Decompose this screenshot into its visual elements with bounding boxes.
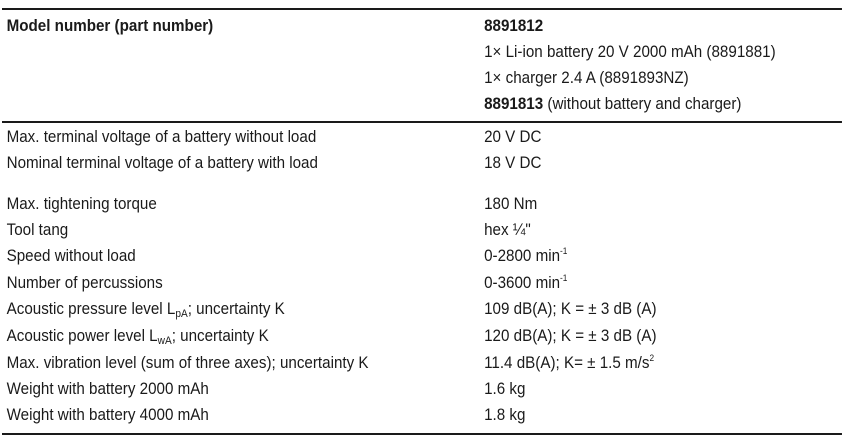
row-label: Max. vibration level (sum of three axes); uncertainty K <box>6 354 369 372</box>
row-label: Acoustic pressure level L <box>6 300 176 318</box>
superscript: -1 <box>560 273 568 283</box>
row-value: 11.4 dB(A); K= ± 1.5 m/s <box>484 354 650 372</box>
row-value: 120 dB(A); K = ± 3 dB (A) <box>484 327 657 345</box>
row-value: 1.8 kg <box>484 406 526 424</box>
row-label-line <box>7 326 269 346</box>
header-rule <box>2 121 842 123</box>
row-value: 18 V DC <box>484 154 542 172</box>
row-label: Number of percussions <box>6 274 163 292</box>
model-number-1: 8891812 <box>484 17 544 35</box>
bottom-rule <box>2 433 842 435</box>
superscript: -1 <box>560 246 568 256</box>
row-label-line <box>7 299 285 319</box>
spec-table <box>2 0 775 440</box>
row-value: hex ¼" <box>484 221 531 239</box>
row-value: 0-3600 min <box>484 274 561 292</box>
row-label-suffix: ; uncertainty K <box>171 327 269 345</box>
row-value-line <box>484 273 567 293</box>
row-label: Max. tightening torque <box>6 195 157 213</box>
subscript: pA <box>175 308 188 320</box>
row-label: Acoustic power level L <box>6 327 158 345</box>
row-label-suffix: ; uncertainty K <box>187 300 285 318</box>
model-1-charger: 1× charger 2.4 A (8891893NZ) <box>484 69 689 87</box>
subscript: wA <box>157 335 172 347</box>
row-label: Weight with battery 2000 mAh <box>6 380 209 398</box>
row-label: Nominal terminal voltage of a battery with load <box>6 154 318 172</box>
row-label: Speed without load <box>6 247 136 265</box>
model-1-battery: 1× Li-ion battery 20 V 2000 mAh (8891881) <box>484 43 776 61</box>
row-value: 20 V DC <box>484 128 542 146</box>
row-value: 0-2800 min <box>484 247 561 265</box>
row-label: Tool tang <box>6 221 69 239</box>
row-value-line <box>484 353 654 373</box>
header-label: Model number (part number) <box>6 17 214 35</box>
model-number-2-line <box>484 94 741 114</box>
top-rule <box>2 8 842 10</box>
superscript: 2 <box>649 353 655 363</box>
row-label: Weight with battery 4000 mAh <box>6 406 209 424</box>
model-number-2: 8891813 <box>484 95 544 113</box>
row-value: 1.6 kg <box>484 380 526 398</box>
model-2-note: (without battery and charger) <box>543 95 742 113</box>
row-value: 180 Nm <box>484 195 538 213</box>
row-value: 109 dB(A); K = ± 3 dB (A) <box>484 300 657 318</box>
row-value-line <box>484 246 567 266</box>
row-label: Max. terminal voltage of a battery without load <box>6 128 317 146</box>
